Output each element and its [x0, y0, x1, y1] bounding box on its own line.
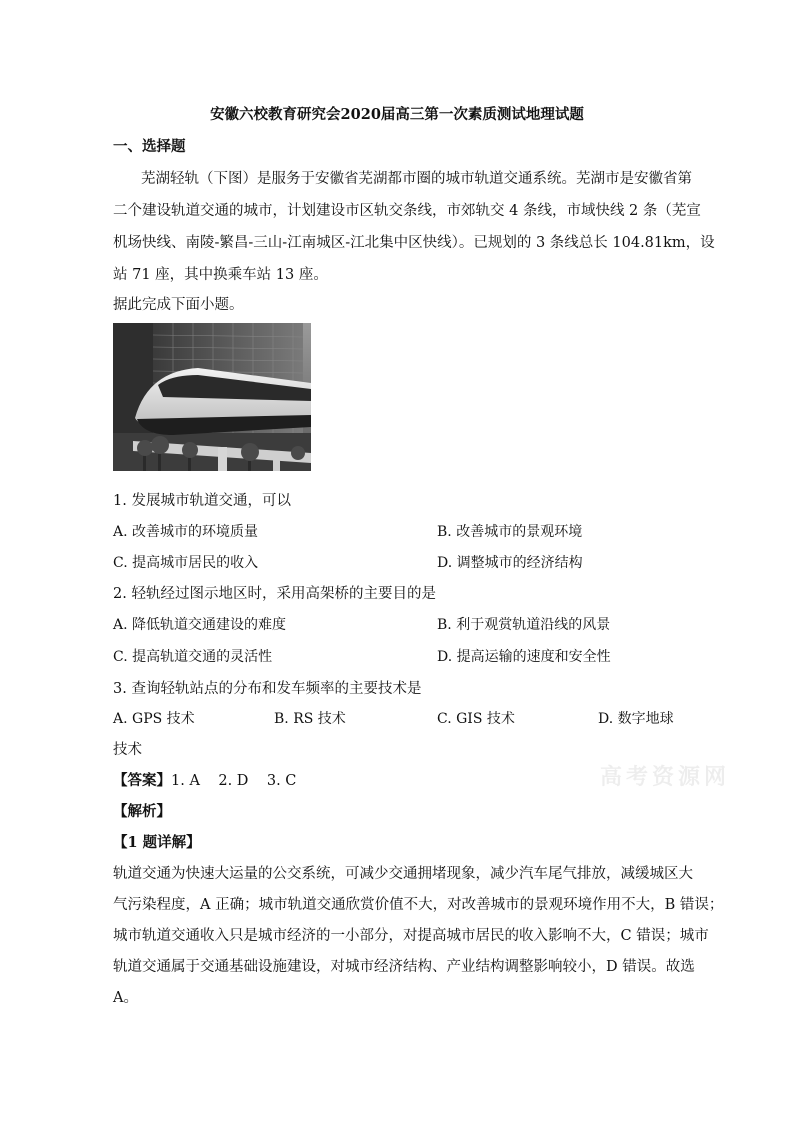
question-2-option-a[interactable]: A. 降低轨道交通建设的难度 [113, 617, 287, 633]
answer-text: 1. A 2. D 3. C [171, 773, 297, 789]
answer-label: 【答案】 [113, 772, 171, 789]
question-3-option-a[interactable]: A. GPS 技术 [113, 711, 195, 727]
question-3-option-d[interactable]: D. 数字地球 [598, 711, 674, 727]
passage-instruction: 据此完成下面小题。 [113, 297, 244, 313]
question-3-option-c[interactable]: C. GIS 技术 [437, 711, 515, 727]
analysis-sub-label: 【1 题详解】 [113, 834, 201, 851]
analysis-line-1: 轨道交通为快速大运量的公交系统，可减少交通拥堵现象，减少汽车尾气排放，减缓城区大 [113, 866, 693, 882]
question-2-option-c[interactable]: C. 提高轨道交通的灵活性 [113, 649, 273, 665]
passage-line-2: 二个建设轨道交通的城市，计划建设市区轨交条线，市郊轨交 4 条线，市域快线 2 条（芜宣 [113, 203, 701, 219]
analysis-line-3: 城市轨道交通收入只是城市经济的一小部分，对提高城市居民的收入影响不大，C 错误；城市 [113, 928, 709, 944]
question-2-option-d[interactable]: D. 提高运输的速度和安全性 [437, 649, 611, 665]
passage-line-3: 机场快线、南陵-繁昌-三山-江南城区-江北集中区快线）。已规划的 3 条线总长 104.81km，设 [113, 235, 715, 251]
question-2-option-b[interactable]: B. 利于观赏轨道沿线的风景 [437, 617, 611, 633]
question-3-stem: 3. 查询轻轨站点的分布和发车频率的主要技术是 [113, 681, 422, 697]
analysis-line-5: A。 [113, 990, 138, 1006]
section-heading: 一、选择题 [113, 138, 186, 155]
question-2-stem: 2. 轻轨经过图示地区时，采用高架桥的主要目的是 [113, 586, 436, 602]
question-3-option-b[interactable]: B. RS 技术 [274, 711, 346, 727]
question-3-option-d-continuation: 技术 [113, 742, 142, 758]
page-title: 安徽六校教育研究会2020届高三第一次素质测试地理试题 [210, 106, 584, 123]
passage-line-4: 站 71 座，其中换乘车站 13 座。 [113, 267, 328, 283]
question-1-option-a[interactable]: A. 改善城市的环境质量 [113, 524, 259, 540]
analysis-label: 【解析】 [113, 803, 171, 820]
answer-line [113, 769, 296, 790]
analysis-line-4: 轨道交通属于交通基础设施建设，对城市经济结构、产业结构调整影响较小，D 错误。故选 [113, 959, 695, 975]
monorail-train-photo [113, 323, 311, 471]
passage-line-1: 芜湖轻轨（下图）是服务于安徽省芜湖都市圈的城市轨道交通系统。芜湖市是安徽省第 [141, 171, 692, 187]
question-1-stem: 1. 发展城市轨道交通，可以 [113, 493, 291, 509]
question-1-option-d[interactable]: D. 调整城市的经济结构 [437, 555, 583, 571]
question-1-option-b[interactable]: B. 改善城市的景观环境 [437, 524, 583, 540]
analysis-line-2: 气污染程度，A 正确；城市轨道交通欣赏价值不大，对改善城市的景观环境作用不大，B 错误； [113, 897, 724, 913]
question-1-option-c[interactable]: C. 提高城市居民的收入 [113, 555, 259, 571]
watermark: 高考资源网 [600, 764, 731, 790]
